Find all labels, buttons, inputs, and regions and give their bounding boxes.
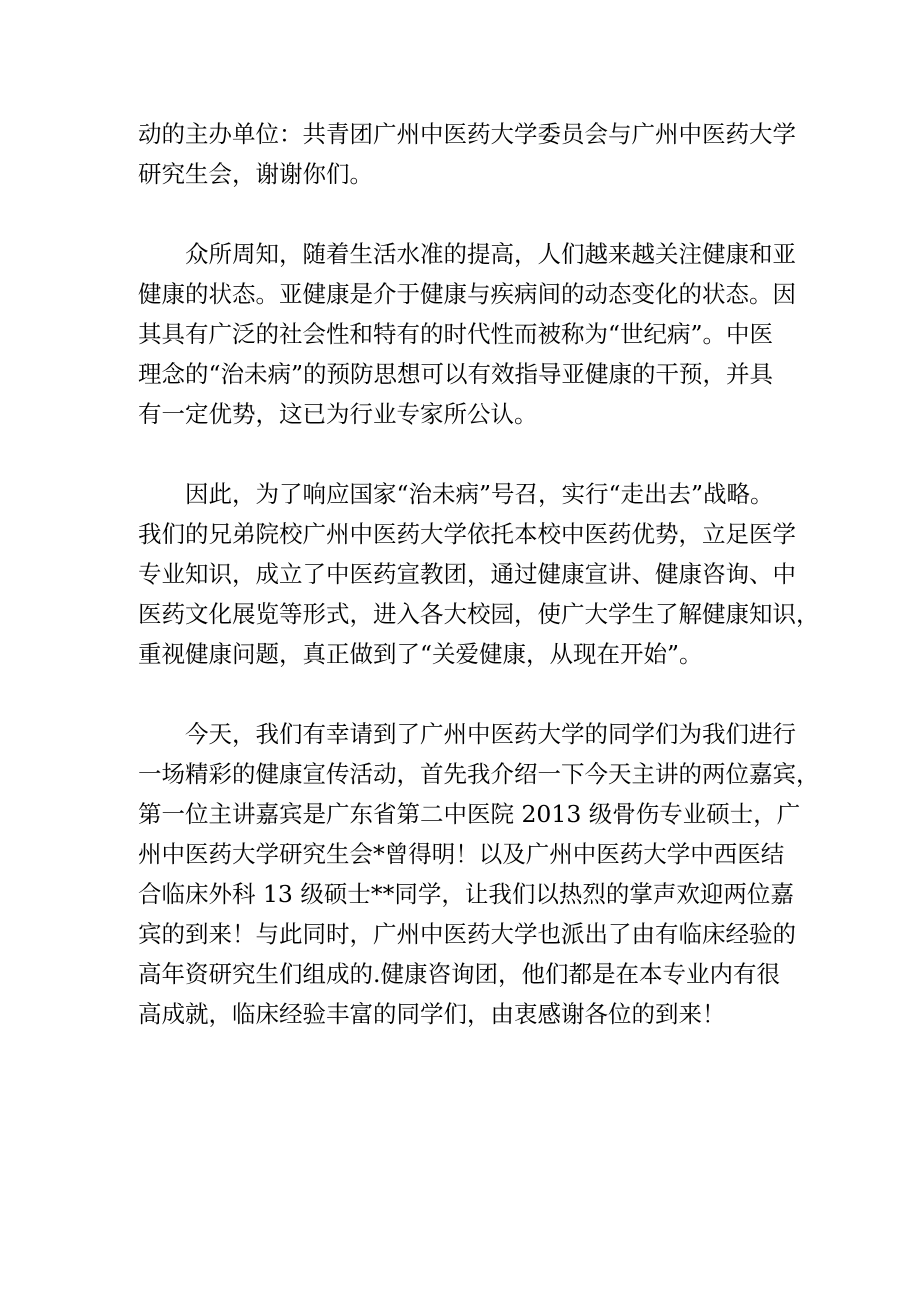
text-line: 医药文化展览等形式，进入各大校园，使广大学生了解健康知识， bbox=[138, 600, 820, 628]
text-line: 州中医药大学研究生会*曾得明！以及广州中医药大学中西医结 bbox=[138, 840, 785, 868]
text-line: 合临床外科 13 级硕士**同学，让我们以热烈的掌声欢迎两位嘉 bbox=[138, 880, 794, 908]
text-line: 一场精彩的健康宣传活动，首先我介绍一下今天主讲的两位嘉宾， bbox=[138, 760, 820, 788]
text-line: 专业知识，成立了中医药宣教团，通过健康宣讲、健康咨询、中 bbox=[138, 560, 796, 588]
paragraph-3 bbox=[138, 474, 820, 674]
paragraph-4 bbox=[138, 714, 820, 1034]
paragraph-1 bbox=[138, 114, 796, 194]
text-line: 今天，我们有幸请到了广州中医药大学的同学们为我们进行 bbox=[185, 720, 796, 748]
text-line: 高年资研究生们组成的.健康咨询团，他们都是在本专业内有很 bbox=[138, 960, 780, 988]
text-line: 众所周知，随着生活水准的提高，人们越来越关注健康和亚 bbox=[185, 240, 796, 268]
text-line: 因此，为了响应国家“治未病”号召，实行“走出去”战略。 bbox=[185, 480, 774, 508]
text-line: 宾的到来！与此同时，广州中医药大学也派出了由有临床经验的 bbox=[138, 920, 796, 948]
document-body bbox=[138, 114, 820, 1074]
text-line: 高成就，临床经验丰富的同学们，由衷感谢各位的到来！ bbox=[138, 1000, 726, 1028]
text-line: 动的主办单位：共青团广州中医药大学委员会与广州中医药大学 bbox=[138, 120, 796, 148]
text-line: 健康的状态。亚健康是介于健康与疾病间的动态变化的状态。因 bbox=[138, 280, 796, 308]
text-line: 重视健康问题，真正做到了“关爱健康，从现在开始”。 bbox=[138, 640, 703, 668]
text-line: 有一定优势，这已为行业专家所公认。 bbox=[138, 400, 538, 428]
paragraph-2 bbox=[138, 234, 796, 434]
text-line: 其具有广泛的社会性和特有的时代性而被称为“世纪病”。中医 bbox=[138, 320, 774, 348]
text-line: 研究生会，谢谢你们。 bbox=[138, 160, 373, 188]
text-line: 理念的“治未病”的预防思想可以有效指导亚健康的干预，并具 bbox=[138, 360, 774, 388]
text-line: 第一位主讲嘉宾是广东省第二中医院 2013 级骨伤专业硕士，广 bbox=[138, 800, 801, 828]
text-line: 我们的兄弟院校广州中医药大学依托本校中医药优势，立足医学 bbox=[138, 520, 796, 548]
